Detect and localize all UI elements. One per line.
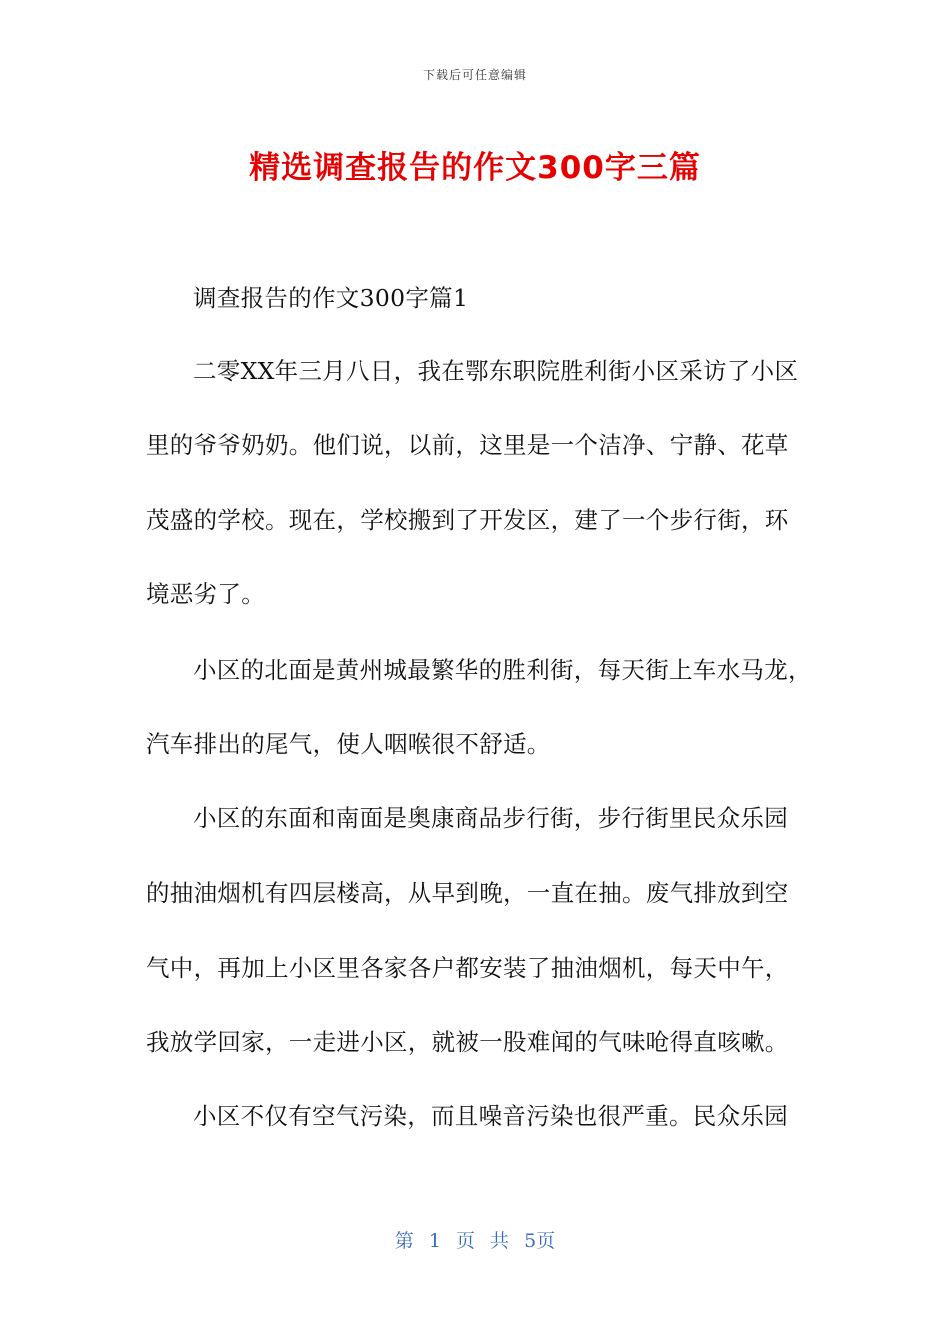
paragraph-line: 茂盛的学校。现在，学校搬到了开发区，建了一个步行街，环 — [146, 506, 789, 534]
paragraph-line: 汽车排出的尾气，使人咽喉很不舒适。 — [146, 730, 551, 758]
header-note: 下载后可任意编辑 — [422, 68, 527, 82]
paragraph-line: 小区不仅有空气污染，而且噪音污染也很严重。民众乐园 — [193, 1102, 788, 1130]
document-title: 精选调查报告的作文300字三篇 — [249, 150, 701, 186]
page-word: 页 — [455, 1230, 475, 1252]
paragraph-line: 二零XX年三月八日，我在鄂东职院胜利街小区采访了小区 — [193, 357, 799, 385]
paragraph-line: 小区的东面和南面是奥康商品步行街，步行街里民众乐园 — [193, 804, 788, 832]
paragraph-line: 里的爷爷奶奶。他们说，以前，这里是一个洁净、宁静、花草 — [146, 431, 789, 459]
page-number: 1 — [428, 1230, 441, 1252]
paragraph-line: 气中，再加上小区里各家各户都安装了抽油烟机，每天中午， — [146, 954, 789, 982]
total-pages: 5页 — [524, 1230, 556, 1252]
paragraph-line: 小区的北面是黄州城最繁华的胜利街，每天街上车水马龙， — [193, 656, 812, 684]
paragraph-line: 的抽油烟机有四层楼高，从早到晚，一直在抽。废气排放到空 — [146, 879, 789, 907]
paragraph-line: 我放学回家，一走进小区，就被一股难闻的气味呛得直咳嗽。 — [146, 1028, 789, 1056]
page-footer — [0, 1226, 950, 1253]
page-prefix: 第 — [394, 1230, 414, 1252]
paragraph-line: 境恶劣了。 — [146, 580, 265, 608]
total-prefix: 共 — [490, 1230, 510, 1252]
section-heading: 调查报告的作文300字篇1 — [193, 284, 469, 312]
